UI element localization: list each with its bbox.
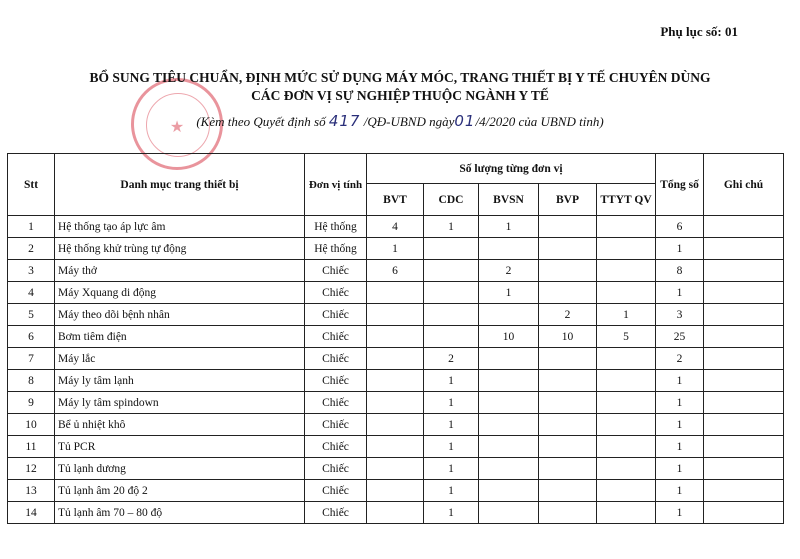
cell-quantity-bvp — [539, 436, 597, 458]
cell-note — [704, 216, 784, 238]
table-row — [8, 392, 784, 414]
cell-total: 1 — [656, 392, 704, 414]
cell-quantity-ttyt-qv — [597, 216, 656, 238]
cell-quantity-bvsn — [479, 348, 539, 370]
decision-reference — [0, 112, 800, 130]
cell-quantity-bvt — [367, 436, 424, 458]
cell-quantity-cdc: 1 — [424, 414, 479, 436]
cell-total: 1 — [656, 480, 704, 502]
cell-stt: 9 — [8, 392, 55, 414]
cell-quantity-cdc — [424, 238, 479, 260]
cell-quantity-bvsn — [479, 458, 539, 480]
cell-quantity-bvt: 4 — [367, 216, 424, 238]
cell-total: 1 — [656, 238, 704, 260]
cell-quantity-bvsn: 2 — [479, 260, 539, 282]
cell-unit: Chiếc — [305, 502, 367, 524]
cell-quantity-ttyt-qv — [597, 238, 656, 260]
table-row — [8, 458, 784, 480]
table-row — [8, 304, 784, 326]
header-unit-cdc: CDC — [424, 184, 479, 216]
cell-item-name: Tủ PCR — [55, 436, 305, 458]
header-unit-bvp: BVP — [539, 184, 597, 216]
cell-item-name: Máy lắc — [55, 348, 305, 370]
cell-quantity-ttyt-qv — [597, 414, 656, 436]
cell-item-name: Tủ lạnh âm 20 độ 2 — [55, 480, 305, 502]
cell-unit: Chiếc — [305, 458, 367, 480]
cell-note — [704, 370, 784, 392]
table-row — [8, 480, 784, 502]
document-title-line-2: CÁC ĐƠN VỊ SỰ NGHIỆP THUỘC NGÀNH Y TẾ — [251, 88, 549, 103]
decision-mid: /QĐ-UBND ngày — [363, 114, 455, 129]
decision-prefix: (Kèm theo Quyết định số — [196, 114, 326, 129]
cell-quantity-ttyt-qv — [597, 502, 656, 524]
cell-quantity-cdc: 1 — [424, 216, 479, 238]
cell-stt: 3 — [8, 260, 55, 282]
cell-stt: 12 — [8, 458, 55, 480]
cell-unit: Chiếc — [305, 326, 367, 348]
cell-total: 1 — [656, 414, 704, 436]
decision-suffix: /4/2020 của UBND tỉnh) — [475, 114, 604, 129]
cell-quantity-bvt — [367, 282, 424, 304]
cell-item-name: Máy theo dõi bệnh nhân — [55, 304, 305, 326]
cell-quantity-ttyt-qv — [597, 392, 656, 414]
cell-stt: 6 — [8, 326, 55, 348]
cell-total: 3 — [656, 304, 704, 326]
header-note: Ghi chú — [704, 154, 784, 216]
appendix-label: Phụ lục số: 01 — [660, 24, 738, 39]
cell-stt: 13 — [8, 480, 55, 502]
cell-item-name: Bơm tiêm điện — [55, 326, 305, 348]
cell-quantity-bvsn — [479, 414, 539, 436]
cell-quantity-cdc — [424, 304, 479, 326]
cell-unit: Hệ thống — [305, 216, 367, 238]
cell-item-name: Tủ lạnh dương — [55, 458, 305, 480]
cell-total: 2 — [656, 348, 704, 370]
cell-quantity-bvt — [367, 480, 424, 502]
cell-item-name: Máy ly tâm lạnh — [55, 370, 305, 392]
cell-item-name: Tủ lạnh âm 70 – 80 độ — [55, 502, 305, 524]
cell-unit: Chiếc — [305, 392, 367, 414]
cell-unit: Chiếc — [305, 480, 367, 502]
cell-quantity-cdc: 1 — [424, 502, 479, 524]
cell-stt: 4 — [8, 282, 55, 304]
cell-quantity-bvt — [367, 458, 424, 480]
header-unit-bvsn: BVSN — [479, 184, 539, 216]
cell-unit: Chiếc — [305, 348, 367, 370]
cell-unit: Chiếc — [305, 436, 367, 458]
header-quantity-group: Số lượng từng đơn vị — [367, 154, 656, 184]
cell-quantity-bvp — [539, 216, 597, 238]
cell-quantity-bvt — [367, 392, 424, 414]
cell-item-name: Máy thở — [55, 260, 305, 282]
cell-quantity-bvsn — [479, 480, 539, 502]
cell-quantity-cdc: 2 — [424, 348, 479, 370]
cell-quantity-cdc: 1 — [424, 480, 479, 502]
cell-quantity-bvsn — [479, 502, 539, 524]
cell-quantity-bvp — [539, 480, 597, 502]
cell-total: 1 — [656, 502, 704, 524]
cell-quantity-bvsn — [479, 392, 539, 414]
cell-quantity-cdc — [424, 260, 479, 282]
cell-quantity-cdc: 1 — [424, 392, 479, 414]
cell-quantity-cdc: 1 — [424, 370, 479, 392]
header-unit: Đơn vị tính — [305, 154, 367, 216]
cell-quantity-bvp — [539, 414, 597, 436]
header-stt: Stt — [8, 154, 55, 216]
cell-quantity-bvsn — [479, 238, 539, 260]
cell-total: 1 — [656, 282, 704, 304]
cell-quantity-bvsn: 1 — [479, 216, 539, 238]
cell-note — [704, 348, 784, 370]
cell-quantity-bvsn — [479, 304, 539, 326]
table-row — [8, 502, 784, 524]
cell-item-name: Bể ủ nhiệt khô — [55, 414, 305, 436]
cell-unit: Chiếc — [305, 304, 367, 326]
cell-unit: Chiếc — [305, 260, 367, 282]
seal-star-icon: ★ — [169, 119, 185, 136]
cell-quantity-bvsn: 1 — [479, 282, 539, 304]
cell-quantity-bvsn — [479, 436, 539, 458]
cell-note — [704, 414, 784, 436]
cell-total: 1 — [656, 458, 704, 480]
cell-unit: Chiếc — [305, 414, 367, 436]
cell-quantity-bvp — [539, 370, 597, 392]
cell-unit: Hệ thống — [305, 238, 367, 260]
header-unit-ttyt-qv: TTYT QV — [597, 184, 656, 216]
cell-item-name: Máy ly tâm spindown — [55, 392, 305, 414]
cell-total: 8 — [656, 260, 704, 282]
cell-note — [704, 436, 784, 458]
table-row — [8, 348, 784, 370]
cell-stt: 7 — [8, 348, 55, 370]
table-row — [8, 370, 784, 392]
cell-quantity-ttyt-qv — [597, 282, 656, 304]
table-row — [8, 326, 784, 348]
header-unit-bvt: BVT — [367, 184, 424, 216]
cell-item-name: Máy Xquang di động — [55, 282, 305, 304]
cell-note — [704, 480, 784, 502]
cell-quantity-ttyt-qv: 1 — [597, 304, 656, 326]
header-total: Tổng số — [656, 154, 704, 216]
cell-quantity-bvt — [367, 326, 424, 348]
cell-quantity-ttyt-qv: 5 — [597, 326, 656, 348]
cell-quantity-cdc: 1 — [424, 458, 479, 480]
table-row — [8, 414, 784, 436]
cell-quantity-ttyt-qv — [597, 348, 656, 370]
cell-note — [704, 238, 784, 260]
cell-quantity-bvp — [539, 260, 597, 282]
cell-quantity-ttyt-qv — [597, 370, 656, 392]
cell-stt: 5 — [8, 304, 55, 326]
cell-quantity-bvt — [367, 348, 424, 370]
cell-quantity-bvsn: 10 — [479, 326, 539, 348]
cell-unit: Chiếc — [305, 370, 367, 392]
cell-stt: 1 — [8, 216, 55, 238]
cell-note — [704, 304, 784, 326]
cell-quantity-ttyt-qv — [597, 260, 656, 282]
cell-quantity-cdc: 1 — [424, 436, 479, 458]
table-row — [8, 436, 784, 458]
cell-stt: 2 — [8, 238, 55, 260]
cell-unit: Chiếc — [305, 282, 367, 304]
cell-quantity-bvp — [539, 348, 597, 370]
cell-note — [704, 260, 784, 282]
cell-quantity-bvp: 2 — [539, 304, 597, 326]
cell-total: 1 — [656, 436, 704, 458]
cell-quantity-ttyt-qv — [597, 458, 656, 480]
table-row — [8, 216, 784, 238]
cell-note — [704, 392, 784, 414]
table-row — [8, 238, 784, 260]
cell-total: 25 — [656, 326, 704, 348]
cell-quantity-bvp: 10 — [539, 326, 597, 348]
cell-note — [704, 502, 784, 524]
table-row — [8, 260, 784, 282]
cell-quantity-bvt — [367, 414, 424, 436]
cell-quantity-bvt — [367, 502, 424, 524]
cell-quantity-bvsn — [479, 370, 539, 392]
cell-item-name: Hệ thống khử trùng tự động — [55, 238, 305, 260]
cell-quantity-bvt — [367, 370, 424, 392]
cell-total: 6 — [656, 216, 704, 238]
cell-quantity-bvp — [539, 502, 597, 524]
equipment-table — [7, 153, 784, 524]
cell-quantity-cdc — [424, 326, 479, 348]
decision-number: 417 — [328, 112, 361, 130]
decision-day: 01 — [454, 112, 476, 130]
cell-item-name: Hệ thống tạo áp lực âm — [55, 216, 305, 238]
cell-note — [704, 458, 784, 480]
cell-quantity-bvp — [539, 392, 597, 414]
cell-quantity-cdc — [424, 282, 479, 304]
cell-stt: 14 — [8, 502, 55, 524]
cell-quantity-bvp — [539, 458, 597, 480]
cell-note — [704, 282, 784, 304]
cell-stt: 8 — [8, 370, 55, 392]
cell-stt: 10 — [8, 414, 55, 436]
cell-quantity-bvt — [367, 304, 424, 326]
cell-note — [704, 326, 784, 348]
cell-quantity-bvt: 1 — [367, 238, 424, 260]
cell-quantity-bvt: 6 — [367, 260, 424, 282]
cell-quantity-bvp — [539, 282, 597, 304]
cell-quantity-bvp — [539, 238, 597, 260]
cell-quantity-ttyt-qv — [597, 480, 656, 502]
table-row — [8, 282, 784, 304]
cell-quantity-ttyt-qv — [597, 436, 656, 458]
header-item: Danh mục trang thiết bị — [55, 154, 305, 216]
document-title-line-1: BỔ SUNG TIÊU CHUẨN, ĐỊNH MỨC SỬ DỤNG MÁY MÓC, TRANG THIẾT BỊ Y TẾ CHUYÊN DÙNG — [89, 70, 711, 85]
cell-total: 1 — [656, 370, 704, 392]
cell-stt: 11 — [8, 436, 55, 458]
